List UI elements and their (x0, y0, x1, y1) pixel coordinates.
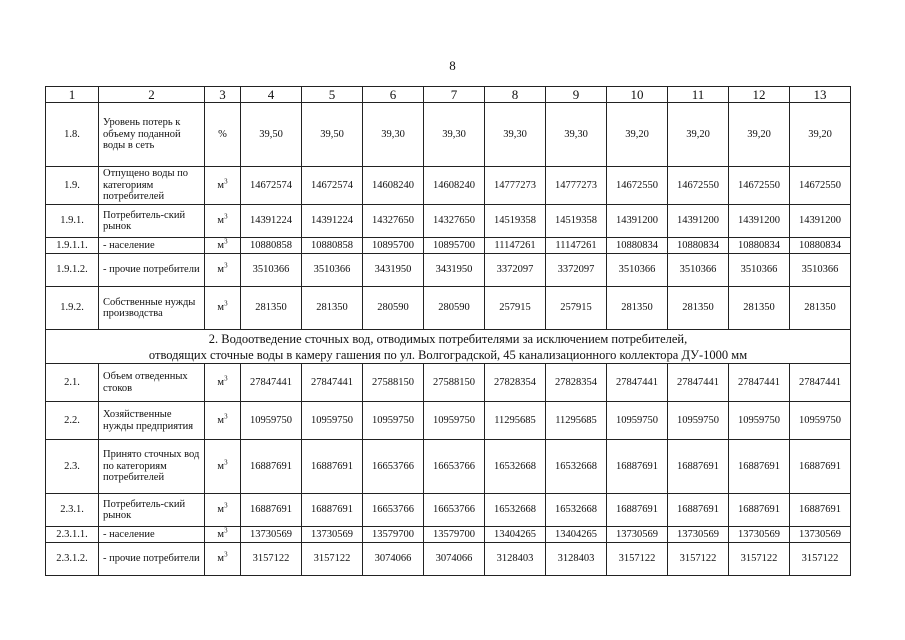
row-name: Потребитель-ский рынок (99, 205, 205, 238)
value-cell: 10959750 (302, 402, 363, 440)
table-row (46, 364, 851, 402)
value-cell: 10895700 (363, 238, 424, 254)
value-cell: 3074066 (424, 543, 485, 576)
row-code: 2.3.1. (46, 494, 99, 527)
header-cell: 4 (241, 87, 302, 103)
row-unit (205, 167, 241, 205)
row-name: - прочие потребители (99, 543, 205, 576)
row-code: 1.9.2. (46, 287, 99, 330)
value-cell: 16532668 (546, 440, 607, 494)
value-cell: 14327650 (424, 205, 485, 238)
data-table (45, 86, 851, 576)
value-cell: 14519358 (485, 205, 546, 238)
row-name: Принято сточных вод по категориям потребителей (99, 440, 205, 494)
unit-exponent: 3 (224, 458, 228, 467)
value-cell: 281350 (668, 287, 729, 330)
value-cell: 3157122 (729, 543, 790, 576)
value-cell: 3510366 (302, 254, 363, 287)
value-cell: 3510366 (607, 254, 668, 287)
value-cell: 11147261 (546, 238, 607, 254)
value-cell: 14519358 (546, 205, 607, 238)
row-code: 1.9.1.1. (46, 238, 99, 254)
value-cell: 3431950 (424, 254, 485, 287)
value-cell: 16532668 (485, 440, 546, 494)
value-cell: 3510366 (729, 254, 790, 287)
header-cell: 9 (546, 87, 607, 103)
value-cell: 27847441 (668, 364, 729, 402)
value-cell: 14391200 (668, 205, 729, 238)
value-cell: 3372097 (546, 254, 607, 287)
value-cell: 13579700 (424, 527, 485, 543)
unit-base: м (217, 302, 225, 314)
value-cell: 27828354 (485, 364, 546, 402)
value-cell: 39,50 (241, 103, 302, 167)
unit-base: м (217, 215, 225, 227)
value-cell: 14608240 (363, 167, 424, 205)
section-heading-row (46, 330, 851, 364)
value-cell: 16887691 (790, 440, 851, 494)
value-cell: 27847441 (607, 364, 668, 402)
row-unit (205, 402, 241, 440)
table-row (46, 254, 851, 287)
value-cell: 10959750 (363, 402, 424, 440)
row-name: Объем отведенных стоков (99, 364, 205, 402)
value-cell: 39,20 (607, 103, 668, 167)
unit-base: м (217, 239, 225, 251)
value-cell: 3431950 (363, 254, 424, 287)
row-name: Отпущено воды по категориям потребителей (99, 167, 205, 205)
section-heading (46, 330, 851, 364)
value-cell: 11295685 (485, 402, 546, 440)
unit-exponent: 3 (224, 526, 228, 535)
value-cell: 3157122 (302, 543, 363, 576)
value-cell: 27847441 (729, 364, 790, 402)
value-cell: 280590 (424, 287, 485, 330)
value-cell: 3510366 (668, 254, 729, 287)
row-unit (205, 527, 241, 543)
row-unit (205, 364, 241, 402)
row-unit (205, 543, 241, 576)
value-cell: 281350 (241, 287, 302, 330)
value-cell: 3128403 (546, 543, 607, 576)
value-cell: 10959750 (729, 402, 790, 440)
value-cell: 16887691 (790, 494, 851, 527)
value-cell: 27847441 (302, 364, 363, 402)
row-name: Уровень потерь к объему поданной воды в сеть (99, 103, 205, 167)
value-cell: 13404265 (546, 527, 607, 543)
value-cell: 16887691 (241, 494, 302, 527)
header-row (46, 87, 851, 103)
value-cell: 39,50 (302, 103, 363, 167)
value-cell: 10959750 (241, 402, 302, 440)
value-cell: 3157122 (241, 543, 302, 576)
value-cell: 39,30 (546, 103, 607, 167)
header-cell: 7 (424, 87, 485, 103)
page-number: 8 (449, 58, 456, 73)
value-cell: 10880834 (668, 238, 729, 254)
unit-exponent: 3 (224, 374, 228, 383)
value-cell: 14777273 (546, 167, 607, 205)
row-code: 1.9. (46, 167, 99, 205)
table-row (46, 238, 851, 254)
value-cell: 16887691 (607, 440, 668, 494)
table-row (46, 494, 851, 527)
unit-base: м (217, 460, 225, 472)
value-cell: 39,20 (790, 103, 851, 167)
value-cell: 13730569 (302, 527, 363, 543)
value-cell: 39,20 (729, 103, 790, 167)
table-row (46, 103, 851, 167)
row-code: 2.3. (46, 440, 99, 494)
header-cell: 13 (790, 87, 851, 103)
row-unit (205, 238, 241, 254)
unit-base: м (217, 264, 225, 276)
value-cell: 3157122 (607, 543, 668, 576)
value-cell: 39,20 (668, 103, 729, 167)
unit-exponent: 3 (224, 261, 228, 270)
value-cell: 13730569 (668, 527, 729, 543)
value-cell: 281350 (790, 287, 851, 330)
header-cell: 11 (668, 87, 729, 103)
value-cell: 10880858 (241, 238, 302, 254)
header-cell: 2 (99, 87, 205, 103)
table-row (46, 205, 851, 238)
value-cell: 14391224 (302, 205, 363, 238)
row-name: Потребитель-ский рынок (99, 494, 205, 527)
value-cell: 27828354 (546, 364, 607, 402)
table-row (46, 543, 851, 576)
value-cell: 10880834 (607, 238, 668, 254)
unit-exponent: 3 (224, 237, 228, 246)
value-cell: 257915 (485, 287, 546, 330)
unit-exponent: 3 (224, 177, 228, 186)
unit-base: м (217, 376, 225, 388)
unit-base: м (217, 414, 225, 426)
row-code: 1.9.1.2. (46, 254, 99, 287)
value-cell: 14608240 (424, 167, 485, 205)
table-row (46, 287, 851, 330)
header-cell: 6 (363, 87, 424, 103)
value-cell: 281350 (607, 287, 668, 330)
row-name: - население (99, 527, 205, 543)
value-cell: 13404265 (485, 527, 546, 543)
value-cell: 14672550 (607, 167, 668, 205)
row-unit (205, 440, 241, 494)
value-cell: 16653766 (424, 440, 485, 494)
row-unit (205, 287, 241, 330)
header-cell: 3 (205, 87, 241, 103)
section-heading-line-2: отводящих сточные воды в камеру гашения по ул. Волгоградской, 45 канализационного коллектора ДУ-1000 мм (148, 347, 748, 362)
value-cell: 10880834 (729, 238, 790, 254)
value-cell: 3128403 (485, 543, 546, 576)
value-cell: 14672550 (668, 167, 729, 205)
value-cell: 13730569 (790, 527, 851, 543)
value-cell: 13579700 (363, 527, 424, 543)
row-unit (205, 103, 241, 167)
header-cell: 12 (729, 87, 790, 103)
value-cell: 10880858 (302, 238, 363, 254)
value-cell: 16532668 (546, 494, 607, 527)
unit-base: м (217, 179, 225, 191)
unit-exponent: 3 (224, 212, 228, 221)
row-code: 1.8. (46, 103, 99, 167)
value-cell: 16887691 (729, 494, 790, 527)
table-row (46, 527, 851, 543)
value-cell: 27588150 (363, 364, 424, 402)
section-heading-line-1: 2. Водоотведение сточных вод, отводимых потребителями за исключением потребителей, (208, 331, 688, 346)
row-unit (205, 494, 241, 527)
value-cell: 14327650 (363, 205, 424, 238)
value-cell: 16887691 (302, 494, 363, 527)
value-cell: 14391200 (790, 205, 851, 238)
value-cell: 16887691 (241, 440, 302, 494)
value-cell: 257915 (546, 287, 607, 330)
value-cell: 16887691 (302, 440, 363, 494)
value-cell: 10895700 (424, 238, 485, 254)
row-name: Собственные нужды производства (99, 287, 205, 330)
value-cell: 14672550 (790, 167, 851, 205)
value-cell: 280590 (363, 287, 424, 330)
header-cell: 1 (46, 87, 99, 103)
value-cell: 11295685 (546, 402, 607, 440)
header-cell: 10 (607, 87, 668, 103)
table-row (46, 402, 851, 440)
value-cell: 11147261 (485, 238, 546, 254)
value-cell: 14391224 (241, 205, 302, 238)
row-unit (205, 254, 241, 287)
unit-base: % (218, 128, 227, 140)
unit-base: м (217, 504, 225, 516)
table-row (46, 167, 851, 205)
value-cell: 16653766 (363, 494, 424, 527)
value-cell: 27847441 (790, 364, 851, 402)
unit-exponent: 3 (224, 550, 228, 559)
value-cell: 3157122 (790, 543, 851, 576)
value-cell: 10959750 (668, 402, 729, 440)
unit-base: м (217, 528, 225, 540)
value-cell: 39,30 (485, 103, 546, 167)
value-cell: 16653766 (363, 440, 424, 494)
value-cell: 13730569 (729, 527, 790, 543)
row-name: Хозяйственные нужды предприятия (99, 402, 205, 440)
row-unit (205, 205, 241, 238)
value-cell: 281350 (729, 287, 790, 330)
value-cell: 39,30 (424, 103, 485, 167)
value-cell: 27588150 (424, 364, 485, 402)
value-cell: 14391200 (607, 205, 668, 238)
row-name: - население (99, 238, 205, 254)
value-cell: 10959750 (607, 402, 668, 440)
row-code: 2.2. (46, 402, 99, 440)
value-cell: 10959750 (790, 402, 851, 440)
value-cell: 3510366 (241, 254, 302, 287)
value-cell: 281350 (302, 287, 363, 330)
unit-exponent: 3 (224, 412, 228, 421)
header-cell: 8 (485, 87, 546, 103)
value-cell: 14391200 (729, 205, 790, 238)
value-cell: 3157122 (668, 543, 729, 576)
value-cell: 3074066 (363, 543, 424, 576)
header-cell: 5 (302, 87, 363, 103)
unit-exponent: 3 (224, 501, 228, 510)
value-cell: 3372097 (485, 254, 546, 287)
value-cell: 27847441 (241, 364, 302, 402)
value-cell: 3510366 (790, 254, 851, 287)
value-cell: 16887691 (668, 440, 729, 494)
value-cell: 14672550 (729, 167, 790, 205)
row-code: 2.3.1.2. (46, 543, 99, 576)
value-cell: 10959750 (424, 402, 485, 440)
row-code: 2.3.1.1. (46, 527, 99, 543)
row-name: - прочие потребители (99, 254, 205, 287)
table-row (46, 440, 851, 494)
value-cell: 39,30 (363, 103, 424, 167)
value-cell: 14672574 (302, 167, 363, 205)
row-code: 2.1. (46, 364, 99, 402)
value-cell: 16887691 (607, 494, 668, 527)
unit-exponent: 3 (224, 299, 228, 308)
value-cell: 14672574 (241, 167, 302, 205)
value-cell: 14777273 (485, 167, 546, 205)
value-cell: 16653766 (424, 494, 485, 527)
value-cell: 16887691 (729, 440, 790, 494)
unit-base: м (217, 553, 225, 565)
value-cell: 13730569 (607, 527, 668, 543)
value-cell: 10880834 (790, 238, 851, 254)
value-cell: 16532668 (485, 494, 546, 527)
row-code: 1.9.1. (46, 205, 99, 238)
value-cell: 13730569 (241, 527, 302, 543)
value-cell: 16887691 (668, 494, 729, 527)
